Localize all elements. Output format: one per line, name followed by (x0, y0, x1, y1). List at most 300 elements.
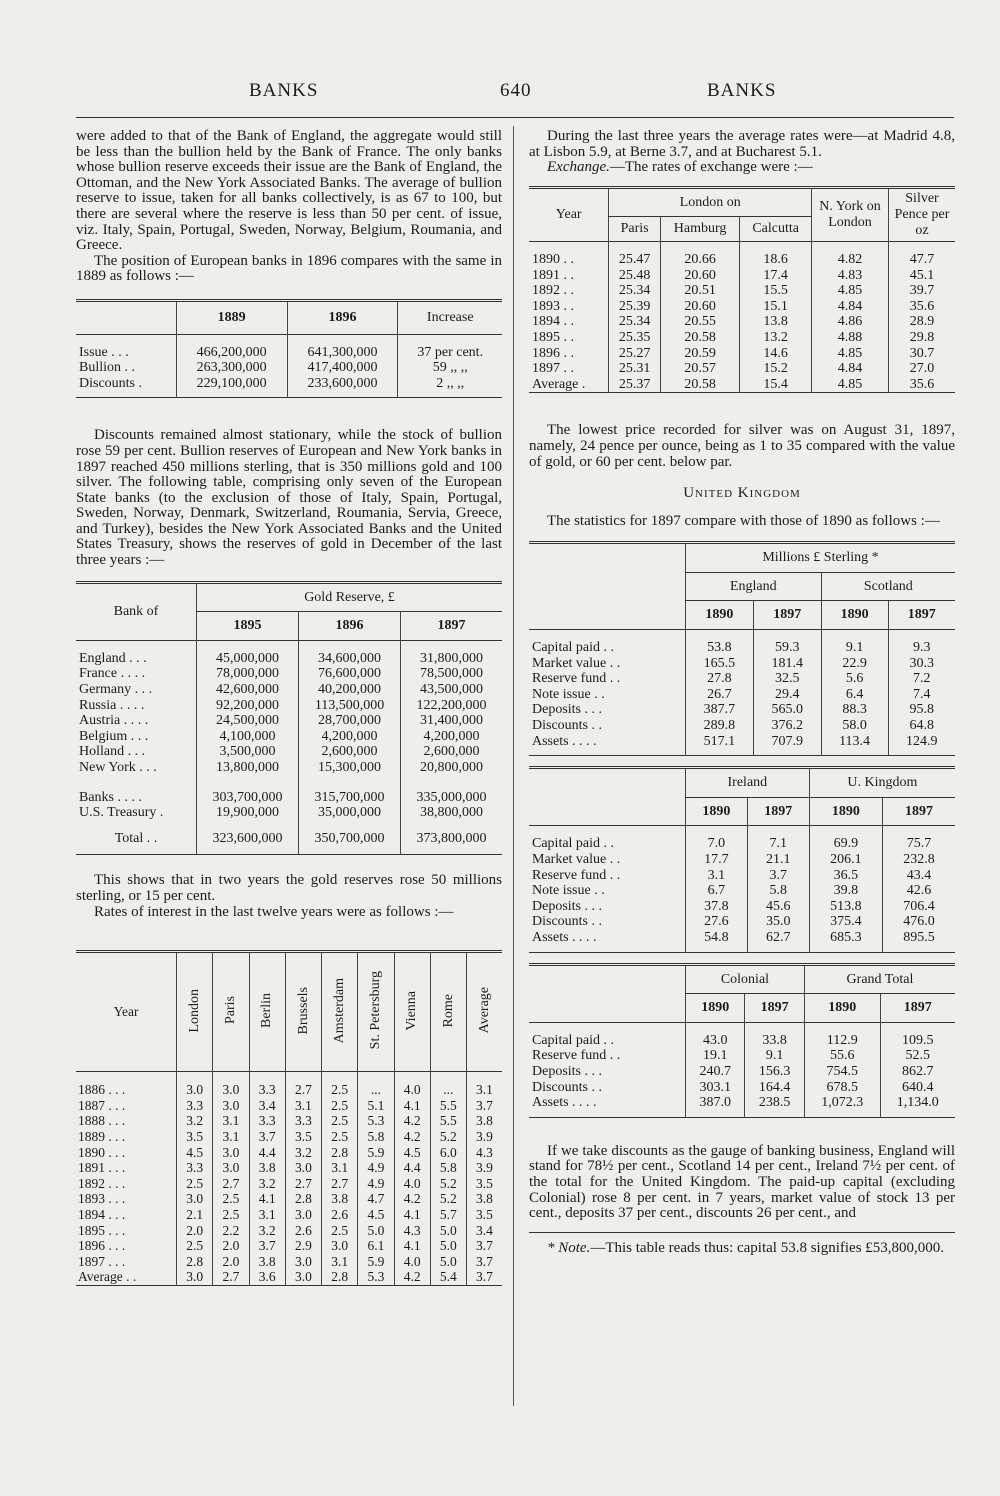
year-header: 1890 (686, 994, 745, 1023)
table-cell: 78,500,000 (401, 666, 502, 682)
page-number: 640 (500, 80, 532, 101)
table-cell: 53.8 (686, 630, 754, 656)
table-cell: 4.0 (394, 1072, 430, 1098)
table-cell: Average . . (78, 1269, 137, 1285)
table-cell: 6.7 (686, 883, 748, 899)
table-cell: 4.1 (394, 1238, 430, 1254)
table-cell: 20.59 (660, 346, 740, 362)
table-cell: 18.6 (740, 241, 812, 267)
london-on-header: London on (609, 187, 812, 217)
table-cell: 3.0 (213, 1098, 249, 1114)
table-cell: 5.5 (430, 1098, 466, 1114)
table-cell: 29.8 (889, 330, 956, 346)
table-cell: 9.1 (821, 630, 888, 656)
table-cell: 2.9 (285, 1238, 321, 1254)
table-cell: 2.0 (213, 1254, 249, 1270)
table-cell: 685.3 (809, 930, 882, 952)
table-cell: 1891 . . (532, 267, 574, 283)
table-cell: 1890 . . (532, 251, 574, 267)
table-cell: 31,800,000 (401, 640, 502, 666)
table-cell: Note issue . . (532, 883, 605, 899)
table-cell: 4.2 (394, 1191, 430, 1207)
table-cell: 3.0 (285, 1207, 321, 1223)
table-cell: 43.0 (686, 1022, 745, 1048)
table-cell: 4.4 (249, 1145, 285, 1161)
table-cell: 4.85 (812, 377, 889, 393)
table-cell: 35.6 (889, 377, 956, 393)
table-cell: 9.3 (888, 630, 955, 656)
region-header: Ireland (686, 768, 810, 798)
nyork-header: N. York on London (812, 187, 889, 241)
table-cell: 6.4 (821, 687, 888, 703)
total-cell: 323,600,000 (196, 821, 298, 855)
table-cell: 4.85 (812, 283, 889, 299)
table-cell: 9.1 (745, 1048, 804, 1064)
section-heading: United Kingdom (683, 485, 801, 502)
city-header: Amsterdam (331, 977, 347, 1044)
table-cell: 2.6 (285, 1223, 321, 1239)
gold-reserve-table (76, 581, 502, 856)
table-cell: 30.7 (889, 346, 956, 362)
city-header: London (186, 988, 202, 1033)
table-cell: 4.84 (812, 299, 889, 315)
table-cell: 3.7 (466, 1238, 502, 1254)
blank-header (529, 768, 686, 826)
table-cell: 25.47 (609, 241, 660, 267)
table-cell: Germany . . . (79, 682, 153, 698)
year-header: 1897 (880, 994, 955, 1023)
table-cell: 31,400,000 (401, 713, 502, 729)
table-cell: 165.5 (686, 656, 754, 672)
table-cell: 4.0 (394, 1176, 430, 1192)
table-cell: Market value . . (532, 852, 621, 867)
table-cell: 206.1 (809, 852, 882, 868)
city-header: Brussels (295, 986, 311, 1035)
table-cell: 32.5 (753, 671, 821, 687)
table-cell: 4.1 (249, 1191, 285, 1207)
table-cell: 20,800,000 (401, 760, 502, 776)
table-cell: 4.88 (812, 330, 889, 346)
year-header: 1890 (686, 797, 748, 826)
table-cell: 2.8 (285, 1191, 321, 1207)
running-head-right: BANKS (707, 80, 777, 101)
table-cell: 39.7 (889, 283, 956, 299)
table-cell: 3.8 (249, 1160, 285, 1176)
table-cell: 15.4 (740, 377, 812, 393)
table-cell: 3.0 (213, 1160, 249, 1176)
table-cell: 88.3 (821, 702, 888, 718)
column-group-header: Gold Reserve, £ (196, 582, 502, 612)
table-cell: 2.0 (213, 1238, 249, 1254)
city-header: Rome (440, 993, 456, 1028)
table-cell: 181.4 (753, 656, 821, 672)
table-cell: Capital paid . . (532, 836, 615, 852)
region-header: Grand Total (804, 964, 955, 994)
year-header: Year (555, 207, 582, 223)
table-cell: 3.3 (285, 1113, 321, 1129)
table-cell: 15.1 (740, 299, 812, 315)
table-cell: 3.0 (322, 1238, 358, 1254)
table-cell: 58.0 (821, 718, 888, 734)
table-cell: 229,100,000 (176, 376, 287, 398)
table-cell: 466,200,000 (176, 334, 287, 360)
table-cell: 2,600,000 (299, 744, 401, 760)
table-cell: 112.9 (804, 1022, 880, 1048)
table-cell: 707.9 (753, 734, 821, 756)
table-cell: 95.8 (888, 702, 955, 718)
table-cell: 4.4 (394, 1160, 430, 1176)
table-cell: 263,300,000 (176, 360, 287, 376)
total-cell: 373,800,000 (401, 821, 502, 855)
interest-rates-table (76, 950, 502, 1286)
table-cell: 2.0 (177, 1223, 213, 1239)
table-cell: 42.6 (883, 883, 955, 899)
table-cell: 3.1 (213, 1113, 249, 1129)
table-cell: 4.85 (812, 346, 889, 362)
table-cell: 64.8 (888, 718, 955, 734)
table-cell: 19.1 (686, 1048, 745, 1064)
year-header: 1896 (299, 612, 401, 641)
table-cell: Capital paid . . (532, 1032, 615, 1048)
table-cell: 2.1 (177, 1207, 213, 1223)
table-cell: 54.8 (686, 930, 748, 952)
table-cell: 3.0 (177, 1191, 213, 1207)
total-cell: 350,700,000 (299, 821, 401, 855)
table-cell: 3.6 (249, 1269, 285, 1285)
exchange-intro: —The rates of exchange were :— (609, 159, 813, 176)
table-cell: 20.51 (660, 283, 740, 299)
city-header: Paris (223, 996, 239, 1025)
year-header: 1890 (809, 797, 882, 826)
table-cell: 2.7 (285, 1176, 321, 1192)
city-header-cell (177, 952, 213, 1072)
table-cell: 4,200,000 (401, 729, 502, 745)
table-cell: 5.9 (358, 1145, 394, 1161)
table-cell: Reserve fund . . (532, 671, 621, 687)
city-header-cell (322, 952, 358, 1072)
table-cell: 2.5 (322, 1223, 358, 1239)
city-header-cell (358, 952, 394, 1072)
table-cell: 21.1 (747, 852, 809, 868)
year-header: Year (113, 1004, 139, 1020)
table-cell: Russia . . . . (79, 697, 145, 713)
table-cell: 52.5 (880, 1048, 955, 1064)
table-cell: 232.8 (883, 852, 955, 868)
table-cell: 2.5 (322, 1129, 358, 1145)
table-cell: 303.1 (686, 1080, 745, 1096)
region-header: U. Kingdom (809, 768, 955, 798)
table-cell: 37.8 (686, 899, 748, 915)
table-cell: 1897 . . (532, 361, 574, 377)
table-cell: 303,700,000 (196, 776, 298, 806)
table-cell: 3.1 (686, 868, 748, 884)
table-cell: 5.1 (358, 1098, 394, 1114)
table-cell: 22.9 (821, 656, 888, 672)
table-cell: 2.2 (213, 1223, 249, 1239)
city-header-cell (430, 952, 466, 1072)
table-cell: Note issue . . (532, 686, 605, 702)
table-cell: 3.5 (466, 1176, 502, 1192)
city-header-cell (285, 952, 321, 1072)
table-cell: 640.4 (880, 1080, 955, 1096)
table-cell: 15.5 (740, 283, 812, 299)
table-cell: 20.55 (660, 314, 740, 330)
table-cell: 20.57 (660, 361, 740, 377)
table-cell: 14.6 (740, 346, 812, 362)
table-cell: 3.2 (249, 1176, 285, 1192)
year-header: 1890 (686, 601, 754, 630)
table-cell: 45,000,000 (196, 640, 298, 666)
table-cell: 3.7 (466, 1098, 502, 1114)
paragraph: The statistics for 1897 compare with those of 1890 as follows :— (547, 512, 940, 529)
table-cell: 13.2 (740, 330, 812, 346)
table-cell: 4.1 (394, 1098, 430, 1114)
year-header: 1890 (804, 994, 880, 1023)
table-cell: 5.8 (430, 1160, 466, 1176)
table-cell: 15,300,000 (299, 760, 401, 776)
table-cell: 113,500,000 (299, 698, 401, 714)
table-cell: 3.1 (285, 1098, 321, 1114)
table-cell: 5.7 (430, 1207, 466, 1223)
table-cell: Assets . . . . (532, 1095, 597, 1111)
table-cell: 3.5 (177, 1129, 213, 1145)
table-cell: New York . . . (79, 760, 157, 775)
table-cell: Deposits . . . (532, 1063, 602, 1079)
column-divider (513, 126, 514, 1406)
table-cell: Deposits . . . (532, 702, 602, 718)
table-cell: 3.9 (466, 1160, 502, 1176)
table-cell: 2.7 (322, 1176, 358, 1192)
table-cell: 5.3 (358, 1113, 394, 1129)
table-cell: 19,900,000 (196, 805, 298, 821)
table-cell: 13.8 (740, 314, 812, 330)
table-cell: U.S. Treasury . (79, 805, 164, 821)
table-cell: England . . . (79, 650, 147, 666)
table-cell: 895.5 (883, 930, 955, 952)
table-cell: 30.3 (888, 656, 955, 672)
table-cell: 25.34 (609, 314, 660, 330)
table-cell: 47.7 (889, 241, 956, 267)
table-cell: 4.9 (358, 1176, 394, 1192)
table-cell: 25.35 (609, 330, 660, 346)
table-cell: 29.4 (753, 687, 821, 703)
ireland-uk-table (529, 766, 955, 952)
table-cell: 2.5 (213, 1207, 249, 1223)
colonial-total-table (529, 963, 955, 1118)
table-cell: 3.5 (466, 1207, 502, 1223)
table-cell: 3.3 (177, 1160, 213, 1176)
table-cell: 5.4 (430, 1269, 466, 1285)
table-cell: 7.0 (686, 826, 748, 852)
footnote-text: —This table reads thus: capital 53.8 signifies £53,800,000. (590, 1239, 945, 1256)
table-cell: Assets . . . . (532, 929, 597, 945)
table-cell: 164.4 (745, 1080, 804, 1096)
city-header-cell (394, 952, 430, 1072)
table-cell: 27.8 (686, 671, 754, 687)
table-cell: 3.3 (177, 1098, 213, 1114)
table-cell: 5.0 (430, 1238, 466, 1254)
table-cell: 476.0 (883, 914, 955, 930)
city-header: Average (476, 987, 492, 1034)
table-cell: 513.8 (809, 899, 882, 915)
table-cell: 62.7 (747, 930, 809, 952)
table-cell: 92,200,000 (196, 698, 298, 714)
silver-header: Silver Pence per oz (889, 187, 956, 241)
table-cell: 2.6 (322, 1207, 358, 1223)
table-cell: 78,000,000 (196, 666, 298, 682)
table-cell: 4.5 (177, 1145, 213, 1161)
table-cell: Bullion . . (79, 360, 136, 376)
table-cell: 3.8 (466, 1113, 502, 1129)
bank-position-table (76, 299, 502, 398)
table-cell: 233,600,000 (287, 376, 398, 398)
table-cell: 1894 . . (532, 314, 574, 330)
table-cell: 387.0 (686, 1095, 745, 1117)
table-cell: 3.0 (285, 1269, 321, 1285)
table-cell: Reserve fund . . (532, 867, 621, 883)
table-cell: 34,600,000 (299, 640, 401, 666)
table-cell: 76,600,000 (299, 666, 401, 682)
paragraph: The position of European banks in 1896 compares with the same in 1889 as follows :— (76, 252, 502, 285)
right-column (529, 129, 955, 1256)
table-cell: 5.8 (358, 1129, 394, 1145)
table-cell: 113.4 (821, 734, 888, 756)
table-cell: 55.6 (804, 1048, 880, 1064)
paragraph: This shows that in two years the gold reserves rose 50 millions sterling, or 15 per cent. (76, 872, 502, 904)
table-cell: Belgium . . . (79, 728, 149, 744)
table-cell: 3.2 (177, 1113, 213, 1129)
region-header: Colonial (686, 964, 805, 994)
column-header: 1889 (176, 300, 287, 334)
table-cell: 3.8 (249, 1254, 285, 1270)
table-cell: 2.8 (177, 1254, 213, 1270)
table-cell: 2.7 (213, 1176, 249, 1192)
table-cell: 3.8 (466, 1191, 502, 1207)
table-cell: Discounts . (79, 375, 142, 391)
table-cell: 4.0 (394, 1254, 430, 1270)
table-cell: 20.60 (660, 299, 740, 315)
table-cell: 109.5 (880, 1022, 955, 1048)
table-cell: 3.4 (466, 1223, 502, 1239)
table-cell: 35.6 (889, 299, 956, 315)
table-cell: Discounts . . (532, 914, 602, 930)
table-cell: Holland . . . (79, 744, 146, 760)
table-cell: 33.8 (745, 1022, 804, 1048)
table-cell: 1893 . . (532, 298, 574, 314)
table-cell: 25.27 (609, 346, 660, 362)
table-cell: Austria . . . . (79, 713, 149, 729)
table-cell: 3,500,000 (196, 744, 298, 760)
table-cell: 387.7 (686, 702, 754, 718)
table-cell: 5.0 (430, 1223, 466, 1239)
table-cell: 13,800,000 (196, 760, 298, 776)
table-cell: 15.2 (740, 361, 812, 377)
table-cell: 862.7 (880, 1064, 955, 1080)
table-cell: 3.7 (466, 1269, 502, 1285)
table-cell: Issue . . . (79, 344, 129, 360)
table-cell: 4.3 (466, 1145, 502, 1161)
table-cell: 20.60 (660, 268, 740, 284)
table-cell: 5.0 (358, 1223, 394, 1239)
table-cell: 45.6 (747, 899, 809, 915)
table-cell: 1887 . . . (78, 1097, 126, 1113)
table-cell: 1897 . . . (78, 1253, 126, 1269)
city-header: Paris (609, 217, 660, 242)
table-cell: 3.5 (285, 1129, 321, 1145)
table-cell: 5.0 (430, 1254, 466, 1270)
table-cell: 43,500,000 (401, 682, 502, 698)
table-cell: 156.3 (745, 1064, 804, 1080)
table-cell: 75.7 (883, 826, 955, 852)
table-cell: 3.4 (249, 1098, 285, 1114)
table-cell: 5.3 (358, 1269, 394, 1285)
table-cell: 124.9 (888, 734, 955, 756)
table-cell: 3.7 (747, 868, 809, 884)
table-cell: 2.7 (213, 1269, 249, 1285)
city-header-cell (249, 952, 285, 1072)
table-cell: 335,000,000 (401, 776, 502, 806)
city-header: Berlin (259, 992, 275, 1028)
table-cell: 2.5 (322, 1113, 358, 1129)
table-cell: 4.2 (394, 1269, 430, 1285)
footnote (529, 1232, 955, 1257)
table-cell: 3.7 (466, 1254, 502, 1270)
table-cell: 3.1 (322, 1160, 358, 1176)
table-cell: 4,100,000 (196, 729, 298, 745)
table-cell: 1892 . . . (78, 1175, 126, 1191)
table-cell: 3.3 (249, 1113, 285, 1129)
table-cell: 4.3 (394, 1223, 430, 1239)
table-cell: 20.58 (660, 330, 740, 346)
table-cell: 27.6 (686, 914, 748, 930)
city-header: St. Petersburg (368, 971, 384, 1050)
table-cell: 3.1 (322, 1254, 358, 1270)
header-rule (76, 117, 954, 118)
year-header: 1897 (747, 797, 809, 826)
blank-header (529, 543, 686, 630)
table-cell: 417,400,000 (287, 360, 398, 376)
table-cell: 7.4 (888, 687, 955, 703)
table-cell: 20.58 (660, 377, 740, 393)
table-cell: 240.7 (686, 1064, 745, 1080)
table-cell: 754.5 (804, 1064, 880, 1080)
table-cell: 1893 . . . (78, 1191, 126, 1207)
table-cell: 4.5 (358, 1207, 394, 1223)
table-cell: 1891 . . . (78, 1160, 126, 1176)
paragraph: Rates of interest in the last twelve years were as follows :— (94, 903, 454, 920)
table-cell: Discounts . . (532, 1079, 602, 1095)
table-cell: 2,600,000 (401, 744, 502, 760)
paragraph: If we take discounts as the gauge of banking business, England will stand for 78½ per cent., Scotland 14 per cent., Ireland 7½ per cent. of the total for the United Kingdom. The paid-up capital (excluding Colonial) rose 8 per cent. in 7 years, market value of stock 13 per cent., deposits 37 per cent., discounts 26 per cent., and (529, 1142, 955, 1222)
table-cell: France . . . . (79, 666, 146, 682)
table-cell: 678.5 (804, 1080, 880, 1096)
table-cell: 17.4 (740, 268, 812, 284)
units-header: Millions £ Sterling * (686, 543, 956, 573)
region-header: Scotland (821, 572, 955, 601)
table-cell: 375.4 (809, 914, 882, 930)
table-cell: 37 per cent. (398, 334, 502, 360)
table-cell: 3.0 (177, 1072, 213, 1098)
column-header: Increase (398, 300, 502, 334)
table-cell: 565.0 (753, 702, 821, 718)
table-cell: 2.5 (322, 1072, 358, 1098)
table-cell: 25.48 (609, 268, 660, 284)
table-cell: 289.8 (686, 718, 754, 734)
table-cell: 315,700,000 (299, 776, 401, 806)
total-cell: Total . . (114, 830, 158, 846)
table-cell: 6.0 (430, 1145, 466, 1161)
year-header: 1897 (401, 612, 502, 641)
